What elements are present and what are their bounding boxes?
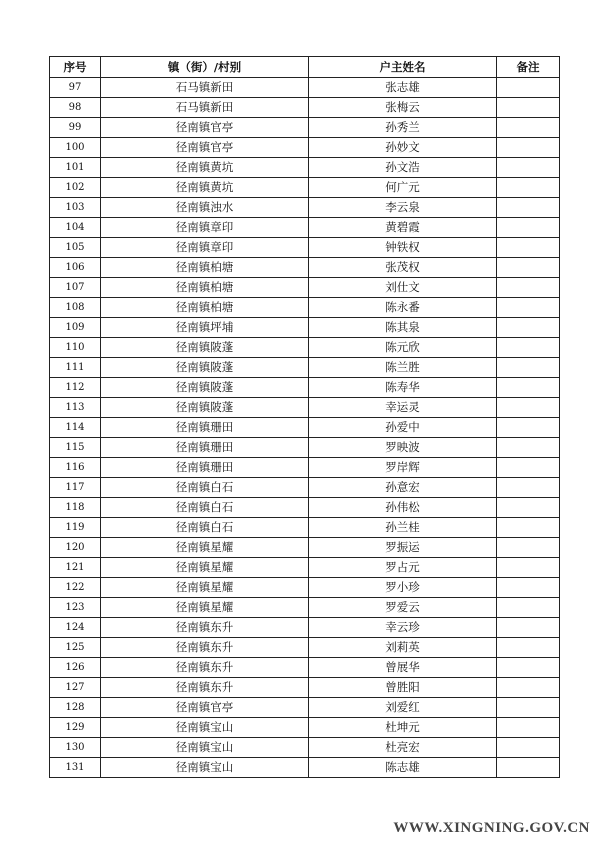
town-village-cell: 径南镇宝山 bbox=[101, 758, 309, 778]
householder-name-cell: 陈寿华 bbox=[309, 378, 497, 398]
town-village-cell: 径南镇东升 bbox=[101, 678, 309, 698]
serial-number-cell: 119 bbox=[50, 518, 101, 538]
town-village-cell: 径南镇黄坑 bbox=[101, 178, 309, 198]
table-row bbox=[50, 518, 560, 538]
householder-name-cell: 李云泉 bbox=[309, 198, 497, 218]
header-householder-name: 户主姓名 bbox=[309, 57, 497, 78]
householder-name-cell: 杜坤元 bbox=[309, 718, 497, 738]
town-village-cell: 径南镇陂蓬 bbox=[101, 358, 309, 378]
table-row bbox=[50, 318, 560, 338]
town-village-cell: 径南镇官亭 bbox=[101, 698, 309, 718]
table-row bbox=[50, 298, 560, 318]
header-remarks: 备注 bbox=[497, 57, 560, 78]
town-village-cell: 径南镇星耀 bbox=[101, 598, 309, 618]
householder-name-cell: 钟铁权 bbox=[309, 238, 497, 258]
remarks-cell bbox=[497, 698, 560, 718]
serial-number-cell: 114 bbox=[50, 418, 101, 438]
remarks-cell bbox=[497, 98, 560, 118]
table-row bbox=[50, 138, 560, 158]
serial-number-cell: 124 bbox=[50, 618, 101, 638]
town-village-cell: 径南镇珊田 bbox=[101, 438, 309, 458]
remarks-cell bbox=[497, 238, 560, 258]
householder-name-cell: 曾胜阳 bbox=[309, 678, 497, 698]
town-village-cell: 径南镇白石 bbox=[101, 498, 309, 518]
serial-number-cell: 125 bbox=[50, 638, 101, 658]
table-row bbox=[50, 658, 560, 678]
table-row bbox=[50, 758, 560, 778]
serial-number-cell: 100 bbox=[50, 138, 101, 158]
town-village-cell: 径南镇官亭 bbox=[101, 138, 309, 158]
household-roster-table bbox=[49, 56, 560, 778]
remarks-cell bbox=[497, 518, 560, 538]
remarks-cell bbox=[497, 358, 560, 378]
remarks-cell bbox=[497, 558, 560, 578]
householder-name-cell: 罗占元 bbox=[309, 558, 497, 578]
remarks-cell bbox=[497, 338, 560, 358]
remarks-cell bbox=[497, 398, 560, 418]
town-village-cell: 石马镇新田 bbox=[101, 98, 309, 118]
serial-number-cell: 117 bbox=[50, 478, 101, 498]
serial-number-cell: 109 bbox=[50, 318, 101, 338]
remarks-cell bbox=[497, 278, 560, 298]
table-row bbox=[50, 158, 560, 178]
remarks-cell bbox=[497, 718, 560, 738]
table-row bbox=[50, 258, 560, 278]
householder-name-cell: 陈其泉 bbox=[309, 318, 497, 338]
remarks-cell bbox=[497, 498, 560, 518]
householder-name-cell: 黄碧霞 bbox=[309, 218, 497, 238]
town-village-cell: 径南镇柏塘 bbox=[101, 258, 309, 278]
serial-number-cell: 98 bbox=[50, 98, 101, 118]
town-village-cell: 径南镇东升 bbox=[101, 638, 309, 658]
remarks-cell bbox=[497, 458, 560, 478]
table-row bbox=[50, 598, 560, 618]
householder-name-cell: 罗爱云 bbox=[309, 598, 497, 618]
serial-number-cell: 101 bbox=[50, 158, 101, 178]
remarks-cell bbox=[497, 738, 560, 758]
remarks-cell bbox=[497, 178, 560, 198]
serial-number-cell: 131 bbox=[50, 758, 101, 778]
town-village-cell: 径南镇陂蓬 bbox=[101, 378, 309, 398]
town-village-cell: 径南镇章印 bbox=[101, 218, 309, 238]
serial-number-cell: 113 bbox=[50, 398, 101, 418]
table-row bbox=[50, 218, 560, 238]
serial-number-cell: 112 bbox=[50, 378, 101, 398]
serial-number-cell: 110 bbox=[50, 338, 101, 358]
table-row bbox=[50, 238, 560, 258]
serial-number-cell: 118 bbox=[50, 498, 101, 518]
serial-number-cell: 103 bbox=[50, 198, 101, 218]
householder-name-cell: 杜亮宏 bbox=[309, 738, 497, 758]
remarks-cell bbox=[497, 118, 560, 138]
table-row bbox=[50, 278, 560, 298]
serial-number-cell: 107 bbox=[50, 278, 101, 298]
serial-number-cell: 129 bbox=[50, 718, 101, 738]
header-town-village: 镇（街）/村别 bbox=[101, 57, 309, 78]
town-village-cell: 石马镇新田 bbox=[101, 78, 309, 98]
householder-name-cell: 罗小珍 bbox=[309, 578, 497, 598]
remarks-cell bbox=[497, 318, 560, 338]
table-row bbox=[50, 498, 560, 518]
remarks-cell bbox=[497, 78, 560, 98]
serial-number-cell: 104 bbox=[50, 218, 101, 238]
serial-number-cell: 102 bbox=[50, 178, 101, 198]
householder-name-cell: 孙妙文 bbox=[309, 138, 497, 158]
householder-name-cell: 陈元欣 bbox=[309, 338, 497, 358]
householder-name-cell: 陈永番 bbox=[309, 298, 497, 318]
householder-name-cell: 陈兰胜 bbox=[309, 358, 497, 378]
remarks-cell bbox=[497, 218, 560, 238]
town-village-cell: 径南镇星耀 bbox=[101, 578, 309, 598]
serial-number-cell: 111 bbox=[50, 358, 101, 378]
householder-name-cell: 孙秀兰 bbox=[309, 118, 497, 138]
remarks-cell bbox=[497, 198, 560, 218]
remarks-cell bbox=[497, 418, 560, 438]
table-row bbox=[50, 418, 560, 438]
town-village-cell: 径南镇黄坑 bbox=[101, 158, 309, 178]
town-village-cell: 径南镇白石 bbox=[101, 478, 309, 498]
table-row bbox=[50, 638, 560, 658]
remarks-cell bbox=[497, 638, 560, 658]
serial-number-cell: 106 bbox=[50, 258, 101, 278]
serial-number-cell: 121 bbox=[50, 558, 101, 578]
householder-name-cell: 幸云珍 bbox=[309, 618, 497, 638]
remarks-cell bbox=[497, 618, 560, 638]
remarks-cell bbox=[497, 138, 560, 158]
serial-number-cell: 122 bbox=[50, 578, 101, 598]
town-village-cell: 径南镇柏塘 bbox=[101, 278, 309, 298]
remarks-cell bbox=[497, 678, 560, 698]
householder-name-cell: 张茂权 bbox=[309, 258, 497, 278]
householder-name-cell: 孙爱中 bbox=[309, 418, 497, 438]
table-row bbox=[50, 738, 560, 758]
table-row bbox=[50, 338, 560, 358]
remarks-cell bbox=[497, 538, 560, 558]
town-village-cell: 径南镇宝山 bbox=[101, 738, 309, 758]
serial-number-cell: 126 bbox=[50, 658, 101, 678]
table-row bbox=[50, 538, 560, 558]
remarks-cell bbox=[497, 658, 560, 678]
householder-name-cell: 孙伟松 bbox=[309, 498, 497, 518]
town-village-cell: 径南镇东升 bbox=[101, 618, 309, 638]
householder-name-cell: 孙意宏 bbox=[309, 478, 497, 498]
serial-number-cell: 127 bbox=[50, 678, 101, 698]
serial-number-cell: 123 bbox=[50, 598, 101, 618]
table-row bbox=[50, 558, 560, 578]
header-serial-number: 序号 bbox=[50, 57, 101, 78]
town-village-cell: 径南镇珊田 bbox=[101, 458, 309, 478]
householder-name-cell: 陈志雄 bbox=[309, 758, 497, 778]
householder-name-cell: 刘仕文 bbox=[309, 278, 497, 298]
table-row bbox=[50, 98, 560, 118]
table-row bbox=[50, 378, 560, 398]
serial-number-cell: 97 bbox=[50, 78, 101, 98]
serial-number-cell: 108 bbox=[50, 298, 101, 318]
serial-number-cell: 116 bbox=[50, 458, 101, 478]
town-village-cell: 径南镇章印 bbox=[101, 238, 309, 258]
householder-name-cell: 孙文浩 bbox=[309, 158, 497, 178]
remarks-cell bbox=[497, 578, 560, 598]
remarks-cell bbox=[497, 758, 560, 778]
site-watermark: WWW.XINGNING.GOV.CN bbox=[393, 820, 590, 836]
town-village-cell: 径南镇珊田 bbox=[101, 418, 309, 438]
serial-number-cell: 120 bbox=[50, 538, 101, 558]
remarks-cell bbox=[497, 438, 560, 458]
table-header-row bbox=[50, 57, 560, 78]
table-row bbox=[50, 78, 560, 98]
householder-name-cell: 幸运灵 bbox=[309, 398, 497, 418]
remarks-cell bbox=[497, 258, 560, 278]
table-row bbox=[50, 578, 560, 598]
householder-name-cell: 张志雄 bbox=[309, 78, 497, 98]
table-row bbox=[50, 458, 560, 478]
table-body bbox=[50, 78, 560, 778]
householder-name-cell: 曾展华 bbox=[309, 658, 497, 678]
remarks-cell bbox=[497, 298, 560, 318]
householder-name-cell: 孙兰桂 bbox=[309, 518, 497, 538]
householder-name-cell: 何广元 bbox=[309, 178, 497, 198]
town-village-cell: 径南镇星耀 bbox=[101, 558, 309, 578]
remarks-cell bbox=[497, 598, 560, 618]
town-village-cell: 径南镇官亭 bbox=[101, 118, 309, 138]
table-row bbox=[50, 678, 560, 698]
town-village-cell: 径南镇陂蓬 bbox=[101, 338, 309, 358]
remarks-cell bbox=[497, 378, 560, 398]
town-village-cell: 径南镇白石 bbox=[101, 518, 309, 538]
table-row bbox=[50, 118, 560, 138]
serial-number-cell: 105 bbox=[50, 238, 101, 258]
householder-name-cell: 罗映波 bbox=[309, 438, 497, 458]
serial-number-cell: 130 bbox=[50, 738, 101, 758]
table-row bbox=[50, 698, 560, 718]
table-row bbox=[50, 398, 560, 418]
remarks-cell bbox=[497, 478, 560, 498]
householder-name-cell: 罗岸辉 bbox=[309, 458, 497, 478]
serial-number-cell: 128 bbox=[50, 698, 101, 718]
householder-name-cell: 张梅云 bbox=[309, 98, 497, 118]
town-village-cell: 径南镇东升 bbox=[101, 658, 309, 678]
householder-name-cell: 刘莉英 bbox=[309, 638, 497, 658]
table-row bbox=[50, 178, 560, 198]
serial-number-cell: 99 bbox=[50, 118, 101, 138]
householder-name-cell: 罗振运 bbox=[309, 538, 497, 558]
town-village-cell: 径南镇陂蓬 bbox=[101, 398, 309, 418]
table-row bbox=[50, 438, 560, 458]
table-row bbox=[50, 718, 560, 738]
town-village-cell: 径南镇浊水 bbox=[101, 198, 309, 218]
table-row bbox=[50, 358, 560, 378]
remarks-cell bbox=[497, 158, 560, 178]
serial-number-cell: 115 bbox=[50, 438, 101, 458]
town-village-cell: 径南镇星耀 bbox=[101, 538, 309, 558]
town-village-cell: 径南镇宝山 bbox=[101, 718, 309, 738]
table-row bbox=[50, 478, 560, 498]
householder-name-cell: 刘爱红 bbox=[309, 698, 497, 718]
town-village-cell: 径南镇柏塘 bbox=[101, 298, 309, 318]
table-row bbox=[50, 198, 560, 218]
town-village-cell: 径南镇坪埔 bbox=[101, 318, 309, 338]
table-row bbox=[50, 618, 560, 638]
